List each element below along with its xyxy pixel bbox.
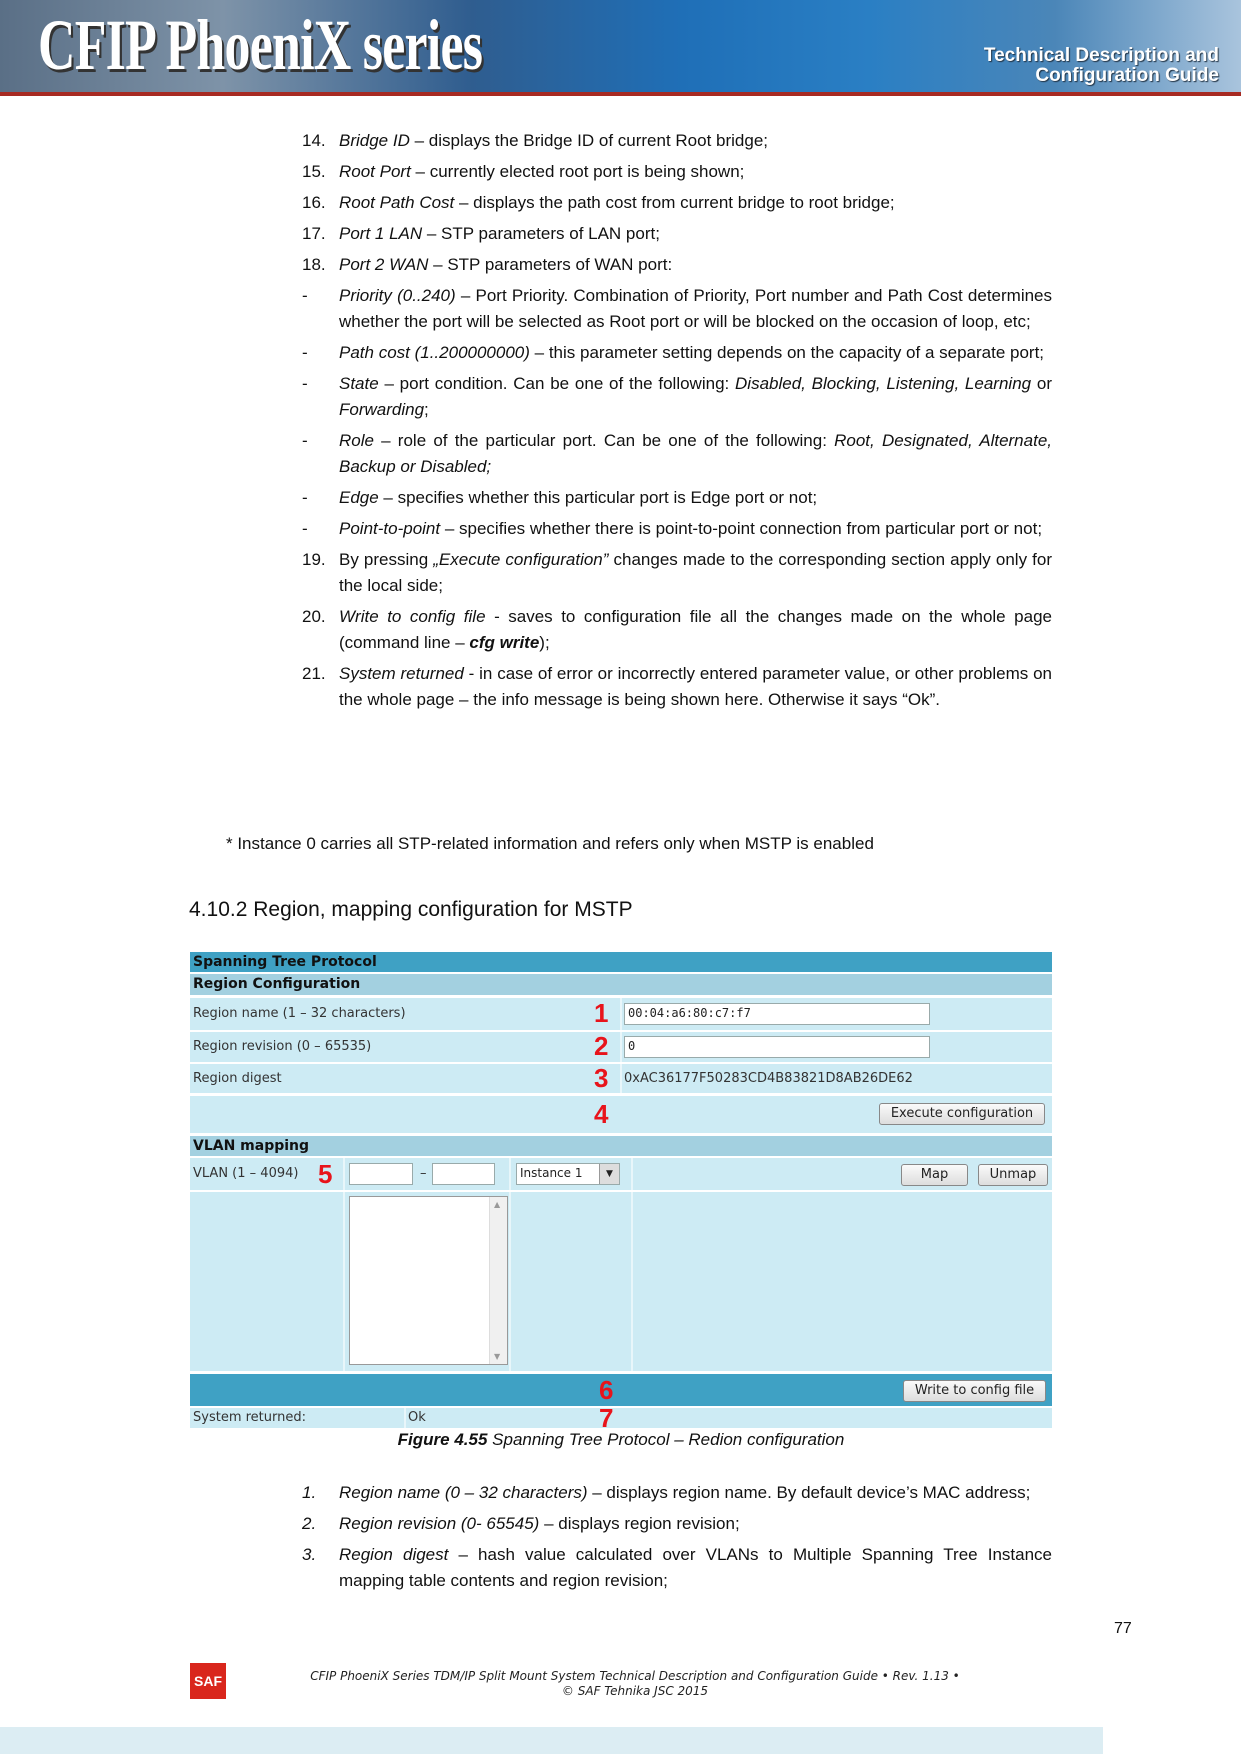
vlan-mapping-listbox[interactable]	[349, 1196, 508, 1365]
list-item: 20. Write to config file - saves to configuration file all the changes made on the whole page (command line – cfg write);	[302, 607, 1052, 652]
list-item: 1. Region name (0 – 32 characters) – displays region name. By default device’s MAC address;	[302, 1483, 1031, 1502]
execute-configuration-button[interactable]: Execute configuration	[879, 1103, 1045, 1125]
region-config-header: Region Configuration	[190, 974, 1052, 995]
region-revision-input[interactable]: 0	[624, 1036, 930, 1058]
divider	[343, 1192, 345, 1371]
list-item: 21. System returned - in case of error or incorrectly entered parameter value, or other problems on the whole page – the info message is being shown here. Otherwise it says “Ok”.	[302, 664, 1052, 709]
brand-logo: CFIP PhoeniX series	[38, 5, 483, 85]
divider	[343, 1158, 345, 1190]
execute-row	[190, 1096, 1052, 1133]
header-divider	[0, 92, 1241, 96]
bullet-item: - Priority (0..240) – Port Priority. Combination of Priority, Port number and Path Cost determines whether the port will be selected as Root port or will be blocked on the occasion of loop, etc;	[302, 286, 1053, 331]
bullet-item: - Edge – specifies whether this particular port is Edge port or not;	[302, 488, 818, 507]
marker-2: 2	[594, 1031, 609, 1061]
parameter-list	[302, 128, 1052, 718]
header-subtitle: Technical Description and Configuration Guide	[983, 45, 1219, 86]
scrollbar[interactable]	[489, 1197, 507, 1364]
divider	[620, 1064, 622, 1093]
instance-note: * Instance 0 carries all STP-related information and refers only when MSTP is enabled	[226, 834, 874, 853]
write-to-config-file-button[interactable]: Write to config file	[903, 1380, 1046, 1402]
page-header-banner	[0, 0, 1241, 93]
region-revision-row	[190, 1032, 1052, 1062]
system-returned-label: System returned:	[193, 1410, 306, 1425]
saf-logo: SAF	[190, 1663, 226, 1699]
marker-5: 5	[318, 1159, 333, 1189]
marker-4: 4	[594, 1099, 609, 1129]
divider	[620, 998, 622, 1030]
bullet-item: - Point-to-point – specifies whether there is point-to-point connection from particular port or not;	[302, 519, 1043, 538]
vlan-from-input[interactable]	[349, 1163, 413, 1185]
vlan-label: VLAN (1 – 4094)	[193, 1166, 299, 1181]
divider	[631, 1192, 633, 1371]
divider	[620, 1032, 622, 1062]
divider	[631, 1158, 633, 1190]
list-item: 17. Port 1 LAN – STP parameters of LAN port;	[302, 224, 660, 243]
footer-band	[0, 1727, 1103, 1754]
chevron-down-icon[interactable]: ▼	[599, 1164, 619, 1184]
page-number: 77	[1114, 1620, 1132, 1637]
unmap-button[interactable]: Unmap	[978, 1164, 1048, 1186]
bullet-item: - Role – role of the particular port. Can be one of the following: Root, Designated, Alternate, Backup or Disabled;	[302, 431, 1052, 476]
vlan-row	[190, 1158, 1052, 1190]
stp-region-config-figure	[190, 952, 1052, 1433]
list-item: 2. Region revision (0- 65545) – displays region revision;	[302, 1514, 740, 1533]
system-returned-row	[190, 1403, 1052, 1433]
panel-title: Spanning Tree Protocol	[190, 952, 1052, 972]
scroll-down-icon[interactable]: ▼	[494, 1352, 501, 1361]
bullet-item: - Path cost (1..200000000) – this parameter setting depends on the capacity of a separate port;	[302, 343, 1045, 362]
system-returned-value: Ok	[408, 1410, 426, 1425]
vlan-mapping-header: VLAN mapping	[190, 1136, 1052, 1156]
region-name-label: Region name (1 – 32 characters)	[193, 1006, 406, 1021]
footer-text: CFIP PhoeniX Series TDM/IP Split Mount System Technical Description and Configuration Guide • Rev. 1.13 • © SAF Tehnika JSC 2015	[310, 1669, 960, 1698]
map-button[interactable]: Map	[901, 1164, 968, 1186]
mapping-list-row	[190, 1192, 1052, 1371]
divider	[509, 1158, 511, 1190]
write-row	[190, 1374, 1052, 1406]
list-item: 16. Root Path Cost – displays the path cost from current bridge to root bridge;	[302, 193, 895, 212]
range-dash: –	[420, 1166, 427, 1181]
list-item: 18. Port 2 WAN – STP parameters of WAN port:	[302, 255, 673, 274]
region-digest-label: Region digest	[193, 1071, 282, 1086]
marker-6: 6	[599, 1375, 614, 1405]
region-revision-label: Region revision (0 – 65535)	[193, 1039, 372, 1054]
list-item: 19. By pressing „Execute configuration” changes made to the corresponding section apply only for the local side;	[302, 550, 1052, 595]
figure-caption: Figure 4.55 Spanning Tree Protocol – Redion configuration	[397, 1430, 845, 1449]
list-item: 3. Region digest – hash value calculated over VLANs to Multiple Spanning Tree Instance mapping table contents and region revision;	[302, 1545, 1052, 1590]
section-heading: 4.10.2 Region, mapping configuration for MSTP	[189, 898, 633, 921]
divider	[509, 1192, 511, 1371]
region-parameter-list	[302, 1480, 1052, 1599]
vlan-to-input[interactable]	[432, 1163, 495, 1185]
bullet-item: - State – port condition. Can be one of the following: Disabled, Blocking, Listening, Learning or Forwarding;	[302, 374, 1052, 419]
list-item: 14. Bridge ID – displays the Bridge ID of current Root bridge;	[302, 131, 769, 150]
region-digest-row	[190, 1064, 1052, 1093]
marker-3: 3	[594, 1063, 609, 1093]
marker-7: 7	[599, 1403, 614, 1433]
region-name-input[interactable]: 00:04:a6:80:c7:f7	[624, 1003, 930, 1025]
instance-select[interactable]: Instance 1 ▼	[516, 1163, 620, 1185]
region-name-row	[190, 998, 1052, 1030]
divider	[404, 1408, 406, 1428]
region-digest-value: 0xAC36177F50283CD4B83821D8AB26DE62	[624, 1071, 913, 1086]
scroll-up-icon[interactable]: ▲	[494, 1200, 501, 1209]
list-item: 15. Root Port – currently elected root port is being shown;	[302, 162, 745, 181]
marker-1: 1	[594, 998, 609, 1028]
